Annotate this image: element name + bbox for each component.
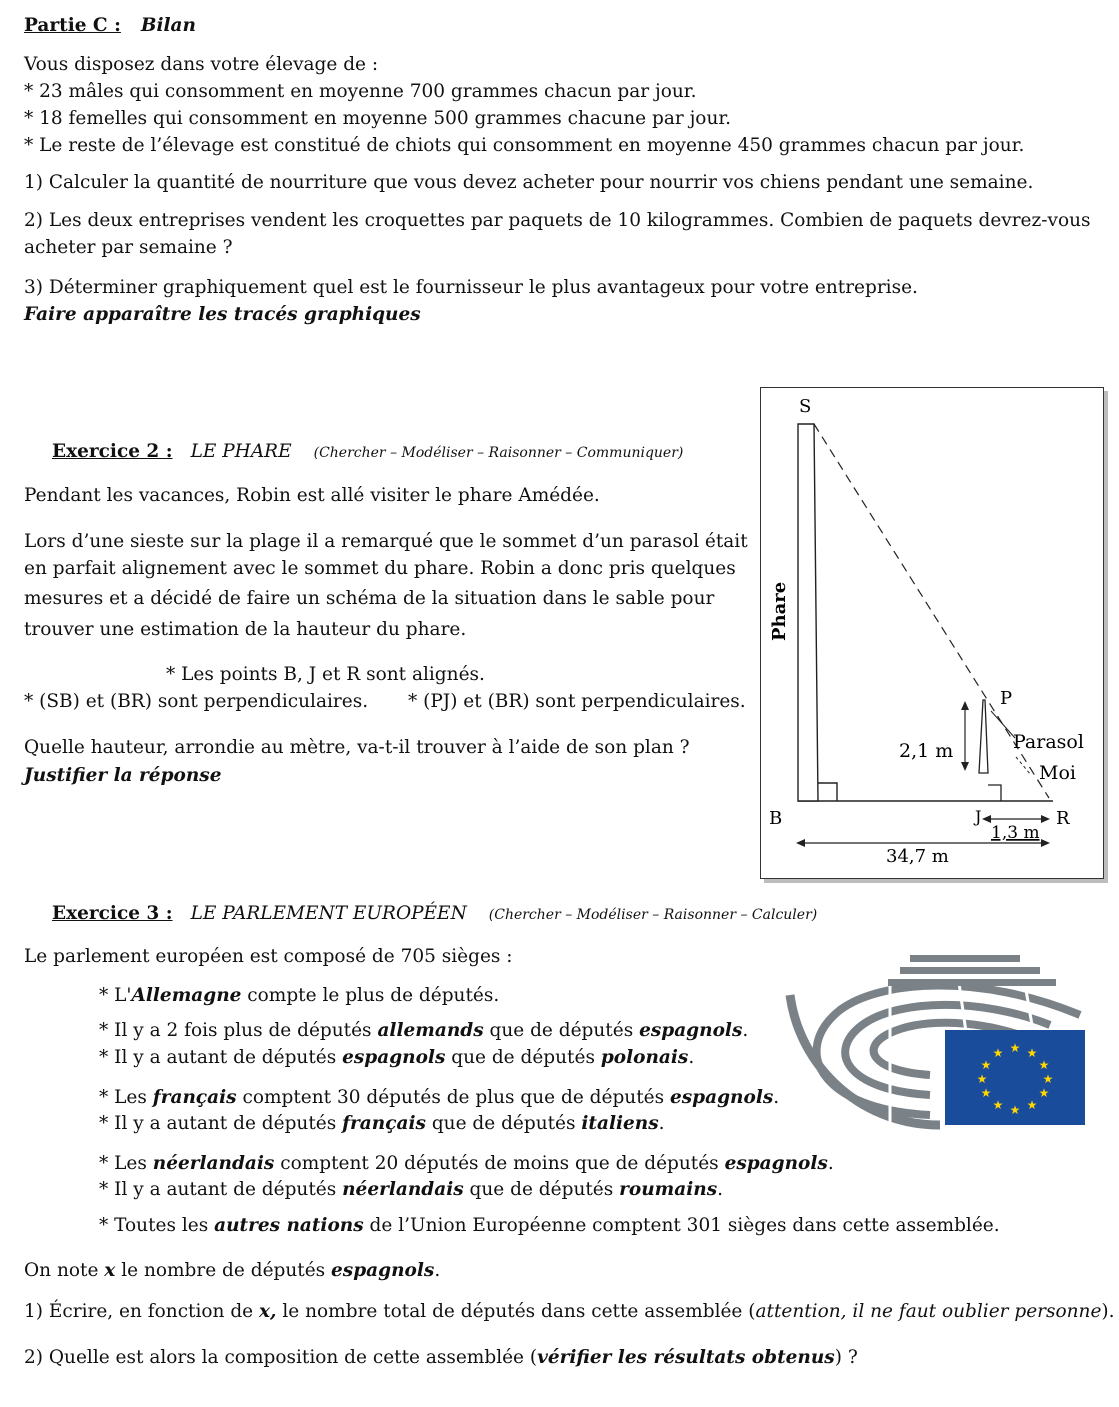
partC-q2-line2: acheter par semaine ?: [24, 237, 233, 258]
partC-intro: Vous disposez dans votre élevage de :: [24, 54, 379, 75]
ex2-p2-line3: mesures et a décidé de faire un schéma de la situation dans le sable pour: [24, 588, 715, 609]
ex3-l2-c: que de députés: [483, 1020, 640, 1041]
partC-bullet-2: * 18 femelles qui consomment en moyenne 500 grammes chacune par jour.: [24, 108, 732, 129]
height-arrow-head-down: [961, 762, 969, 771]
ex3-l6-b: néerlandais: [152, 1153, 275, 1174]
lighthouse-figure: [760, 387, 1104, 879]
ex3-l7-b: néerlandais: [342, 1179, 464, 1200]
jr-arrow-left: [982, 815, 991, 823]
ex3-l1-b: Allemagne: [131, 985, 242, 1006]
ex3-l4-c: comptent 30 députés de plus que de députés: [236, 1087, 670, 1108]
label-s: S: [799, 396, 812, 417]
partC-title: Partie C :: [24, 15, 121, 36]
label-phare: Phare: [769, 581, 790, 641]
ex3-l5-c: que de députés: [425, 1113, 582, 1134]
ex2-p1: Pendant les vacances, Robin est allé visiter le phare Amédée.: [24, 485, 600, 506]
ex3-l2-e: .: [742, 1020, 749, 1041]
partC-heading: [24, 14, 196, 38]
star-icon: ★: [992, 1046, 1004, 1060]
roof-bar-1: [910, 955, 1020, 962]
ex3-line-3: [99, 1046, 694, 1070]
label-height: 2,1 m: [899, 740, 954, 762]
star-icon: ★: [1009, 1041, 1021, 1055]
ex3-l4-a: * Les: [99, 1087, 153, 1108]
ex3-l4-d: espagnols: [669, 1087, 774, 1108]
ex2-question: Quelle hauteur, arrondie au mètre, va-t-il trouver à l’aide de son plan ?: [24, 737, 690, 758]
star-icon: ★: [1038, 1086, 1050, 1100]
ex3-name: LE PARLEMENT EUROPÉEN: [190, 903, 467, 924]
ex3-q2-c: ) ?: [834, 1347, 858, 1368]
ex3-l5-b: français: [342, 1113, 426, 1134]
partC-q1: 1) Calculer la quantité de nourriture que vous devez acheter pour nourrir vos chiens pendant une semaine.: [24, 172, 1034, 193]
ex3-l8-a: * Toutes les: [99, 1215, 215, 1236]
ex3-q2-b: vérifier les résultats obtenus: [537, 1347, 835, 1368]
ex3-l6-d: espagnols: [724, 1153, 828, 1174]
ex3-note-a: On note: [24, 1260, 105, 1281]
ex2-cond-2: * (SB) et (BR) sont perpendiculaires.: [24, 691, 369, 712]
star-icon: ★: [980, 1058, 992, 1072]
ex3-label: Exercice 3 :: [52, 903, 173, 924]
ex3-line-2: [99, 1019, 748, 1043]
ex3-intro: Le parlement européen est composé de 705 sièges :: [24, 946, 513, 967]
lighthouse-shape: [798, 424, 818, 801]
height-arrow-head-up: [961, 701, 969, 710]
star-icon: ★: [992, 1098, 1004, 1112]
partC-subtitle: Bilan: [140, 15, 196, 36]
ex2-name: LE PHARE: [190, 441, 292, 462]
ex3-l6-e: .: [827, 1153, 834, 1174]
jr-arrow-right: [1041, 815, 1050, 823]
ex3-l8-b: autres nations: [214, 1215, 364, 1236]
partC-bullet-3: * Le reste de l’élevage est constitué de chiots qui consomment en moyenne 450 grammes chacun par jour.: [24, 135, 1025, 156]
ex3-l1-c: compte le plus de députés.: [241, 985, 500, 1006]
ex3-q2-a: 2) Quelle est alors la composition de cette assemblée (: [24, 1347, 538, 1368]
star-icon: ★: [976, 1072, 988, 1086]
ex3-l6-a: * Les: [99, 1153, 153, 1174]
ex2-cond-1: * Les points B, J et R sont alignés.: [166, 664, 485, 685]
ex3-l3-d: polonais: [600, 1047, 689, 1068]
label-b: B: [769, 808, 783, 829]
ex3-l4-b: français: [152, 1087, 237, 1108]
ex3-l7-a: * Il y a autant de députés: [99, 1179, 343, 1200]
star-icon: ★: [1009, 1103, 1021, 1117]
ex2-justify: Justifier la réponse: [24, 765, 222, 786]
ex3-q1-c: le nombre total de députés dans cette assemblée (: [276, 1301, 756, 1322]
ex3-l2-b: allemands: [377, 1020, 484, 1041]
european-parliament-logo: [780, 955, 1090, 1130]
partC-q3: 3) Déterminer graphiquement quel est le fournisseur le plus avantageux pour votre entreprise.: [24, 277, 918, 298]
lighthouse-diagram: [761, 388, 1103, 878]
ex3-line-5: [99, 1112, 665, 1136]
ex3-l5-a: * Il y a autant de députés: [99, 1113, 343, 1134]
ex2-p2-line4: trouver une estimation de la hauteur du phare.: [24, 619, 467, 640]
ex3-note-x: x: [104, 1260, 116, 1281]
right-angle-j: [988, 785, 1001, 801]
ex3-line-8: [99, 1214, 1000, 1238]
ex3-l3-a: * Il y a autant de députés: [99, 1047, 343, 1068]
label-jr: 1,3 m: [991, 823, 1040, 843]
br-arrow-left: [796, 839, 805, 847]
moi-pointer: [1016, 757, 1031, 775]
star-icon: ★: [1026, 1046, 1038, 1060]
ex3-note-e: .: [434, 1260, 441, 1281]
partC-q3-note: Faire apparaître les tracés graphiques: [24, 304, 421, 325]
label-p: P: [1000, 688, 1013, 709]
ex3-l1-a: * L': [99, 985, 132, 1006]
ex3-q2: [24, 1346, 858, 1370]
br-arrow-right: [1041, 839, 1050, 847]
ex3-l4-e: .: [773, 1087, 780, 1108]
star-icon: ★: [1038, 1058, 1050, 1072]
roof-bar-3: [888, 979, 1056, 986]
right-angle-b: [818, 783, 837, 801]
parasol-pointer: [991, 711, 1015, 738]
ex3-line-1: [99, 984, 499, 1008]
ex3-l8-c: de l’Union Européenne comptent 301 sièges dans cette assemblée.: [363, 1215, 1000, 1236]
label-br: 34,7 m: [886, 846, 949, 867]
ex3-l2-a: * Il y a 2 fois plus de députés: [99, 1020, 378, 1041]
ex3-line-7: [99, 1178, 723, 1202]
ex2-heading: [52, 440, 683, 464]
ex3-l3-c: que de députés: [445, 1047, 601, 1068]
parliament-hemicycle-icon: [780, 955, 1090, 1130]
ex3-l7-c: que de députés: [463, 1179, 620, 1200]
ex3-q1-d: attention, il ne faut oublier personne: [755, 1301, 1102, 1322]
ex3-l6-c: comptent 20 députés de moins que de députés: [274, 1153, 725, 1174]
roof-bar-2: [900, 967, 1040, 974]
label-j: J: [975, 807, 982, 826]
ex2-p2-line2: en parfait alignement avec le sommet du phare. Robin a donc pris quelques: [24, 558, 736, 579]
ex3-note-d: espagnols: [331, 1260, 435, 1281]
ex3-l3-b: espagnols: [342, 1047, 446, 1068]
ex3-l5-e: .: [658, 1113, 665, 1134]
ex3-competences: (Chercher – Modéliser – Raisonner – Calculer): [488, 907, 818, 923]
ex3-line-6: [99, 1152, 834, 1176]
star-icon: ★: [980, 1086, 992, 1100]
ex3-heading: [52, 902, 817, 926]
parasol-shape: [979, 700, 988, 773]
ex3-l3-e: .: [688, 1047, 695, 1068]
ex2-p2-line1: Lors d’une sieste sur la plage il a remarqué que le sommet d’un parasol était: [24, 531, 748, 552]
ex3-l7-d: roumains: [619, 1179, 718, 1200]
ex2-competences: (Chercher – Modéliser – Raisonner – Communiquer): [313, 445, 684, 461]
ex3-q1-e: ).: [1101, 1301, 1115, 1322]
ex2-cond-3: * (PJ) et (BR) sont perpendiculaires.: [408, 691, 746, 712]
label-moi: Moi: [1039, 762, 1076, 784]
star-icon: ★: [1026, 1098, 1038, 1112]
ex2-label: Exercice 2 :: [52, 441, 173, 462]
ex3-note: [24, 1259, 440, 1283]
label-r: R: [1056, 808, 1070, 829]
ex3-line-4: [99, 1086, 779, 1110]
star-icon: ★: [1042, 1072, 1054, 1086]
ex3-l7-e: .: [717, 1179, 724, 1200]
ex3-q1-a: 1) Écrire, en fonction de: [24, 1301, 260, 1322]
ex3-q1-x: x,: [259, 1301, 277, 1322]
ex3-l2-d: espagnols: [639, 1020, 743, 1041]
partC-bullet-1: * 23 mâles qui consomment en moyenne 700 grammes chacun par jour.: [24, 81, 697, 102]
label-parasol: Parasol: [1013, 731, 1084, 753]
ex3-l5-d: italiens: [581, 1113, 659, 1134]
ex3-q1: [24, 1300, 1115, 1324]
ex3-note-c: le nombre de députés: [115, 1260, 332, 1281]
partC-q2-line1: 2) Les deux entreprises vendent les croquettes par paquets de 10 kilogrammes. Combien de paquets devrez-vous: [24, 210, 1091, 231]
